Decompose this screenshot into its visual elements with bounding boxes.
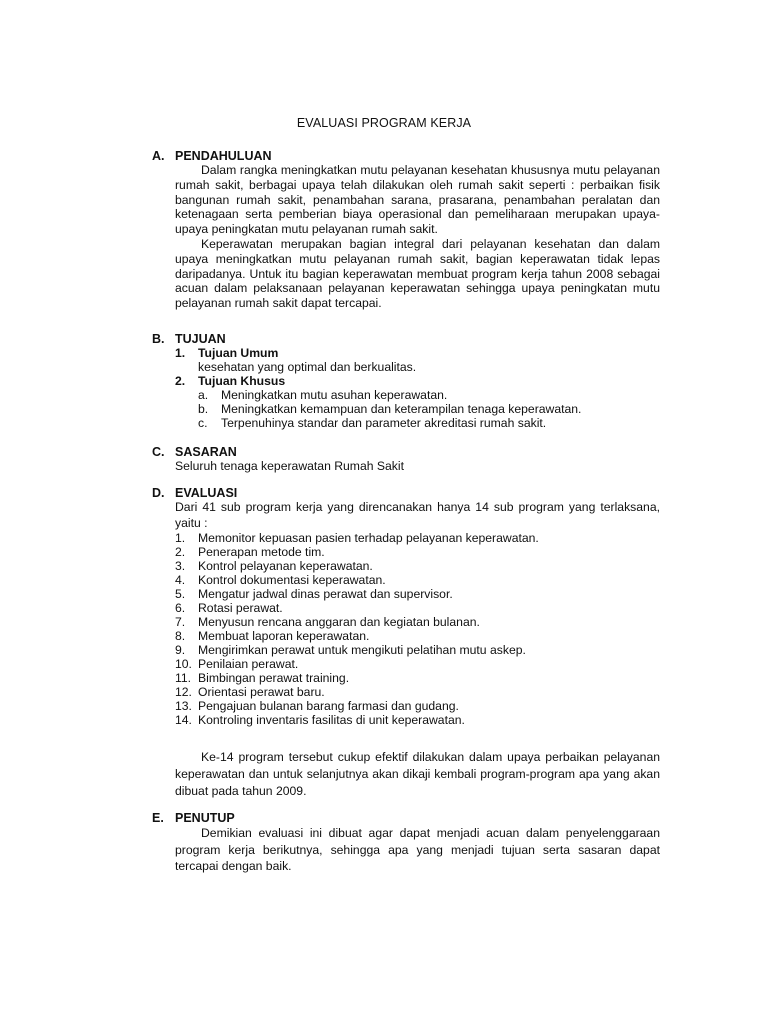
section-letter: A. — [152, 149, 165, 163]
list-text: Menyusun rencana anggaran dan kegiatan bulanan. — [198, 615, 480, 629]
list-text: Penilaian perawat. — [198, 657, 299, 671]
list-marker: 2. — [175, 545, 186, 559]
subsection-title: Tujuan Umum — [198, 346, 279, 360]
section-body — [152, 346, 660, 430]
list-marker: b. — [198, 402, 209, 416]
list-text: Penerapan metode tim. — [198, 545, 325, 559]
section-body — [152, 163, 660, 311]
list-text: Terpenuhinya standar dan parameter akreditasi rumah sakit. — [221, 416, 547, 430]
list-item — [198, 416, 660, 430]
list-item — [175, 713, 660, 727]
list-item — [175, 629, 660, 643]
document-title: EVALUASI PROGRAM KERJA — [296, 116, 472, 130]
list-text: Memonitor kepuasan pasien terhadap pelayanan keperawatan. — [198, 531, 539, 545]
list-item — [175, 671, 660, 685]
program-list — [175, 531, 660, 727]
section-evaluasi — [152, 486, 660, 800]
section-penutup — [152, 811, 660, 875]
list-marker: c. — [198, 416, 208, 430]
list-marker: 14. — [175, 713, 192, 727]
section-heading — [152, 445, 660, 459]
list-item — [175, 559, 660, 573]
section-title: SASARAN — [175, 445, 237, 459]
list-text: Rotasi perawat. — [198, 601, 283, 615]
section-heading — [152, 149, 660, 163]
list-item — [175, 643, 660, 657]
list-marker: 10. — [175, 657, 192, 671]
section-sasaran — [152, 445, 660, 474]
section-letter: E. — [152, 811, 164, 825]
section-heading — [152, 332, 660, 346]
section-heading — [152, 811, 660, 825]
list-marker: 5. — [175, 587, 186, 601]
list-text: Membuat laporan keperawatan. — [198, 629, 370, 643]
section-letter: B. — [152, 332, 165, 346]
paragraph: Demikian evaluasi ini dibuat agar dapat menjadi acuan dalam penyelenggaraan program kerja berikutnya, sehingga apa yang menjadi tujuan serta sasaran dapat tercapai dengan baik. — [175, 826, 660, 873]
subsection-title: Tujuan Khusus — [198, 374, 286, 388]
list-text: Kontroling inventaris fasilitas di unit keperawatan. — [198, 713, 465, 727]
list-item — [175, 657, 660, 671]
list-text: Meningkatkan kemampuan dan keterampilan tenaga keperawatan. — [221, 402, 582, 416]
list-text: Orientasi perawat baru. — [198, 685, 325, 699]
section-title: TUJUAN — [175, 332, 226, 346]
list-text: Kontrol dokumentasi keperawatan. — [198, 573, 386, 587]
section-tujuan — [152, 332, 660, 430]
subsection-number: 1. — [175, 346, 186, 360]
list-text: Kontrol pelayanan keperawatan. — [198, 559, 373, 573]
section-letter: D. — [152, 486, 165, 500]
section-body — [152, 500, 660, 800]
subsection-heading — [175, 374, 660, 388]
list-item — [175, 615, 660, 629]
section-title: EVALUASI — [175, 486, 238, 500]
list-text: Bimbingan perawat training. — [198, 671, 350, 685]
list-item — [175, 531, 660, 545]
list-marker: 13. — [175, 699, 192, 713]
list-marker: 6. — [175, 601, 186, 615]
list-text: Pengajuan bulanan barang farmasi dan gudang. — [198, 699, 459, 713]
list-item — [175, 685, 660, 699]
section-heading — [152, 486, 660, 500]
list-marker: 1. — [175, 531, 186, 545]
section-body — [152, 825, 660, 875]
section-text: Seluruh tenaga keperawatan Rumah Sakit — [175, 459, 404, 473]
list-text: Mengirimkan perawat untuk mengikuti pelatihan mutu askep. — [198, 643, 526, 657]
list-item — [175, 601, 660, 615]
section-title: PENDAHULUAN — [175, 149, 272, 163]
section-title: PENUTUP — [175, 811, 235, 825]
list-text: Mengatur jadwal dinas perawat dan supervisor. — [198, 587, 453, 601]
list-marker: 3. — [175, 559, 186, 573]
list-marker: 12. — [175, 685, 192, 699]
list-item — [198, 388, 660, 402]
list-item — [175, 699, 660, 713]
list-marker: a. — [198, 388, 209, 402]
list-text: Meningkatkan mutu asuhan keperawatan. — [221, 388, 448, 402]
subsection-number: 2. — [175, 374, 186, 388]
paragraph: Dalam rangka meningkatkan mutu pelayanan kesehatan khususnya mutu pelayanan rumah sakit, berbagai upaya telah dilakukan oleh rumah sakit seperti : perbaikan fisik bangunan rumah sakit, penambahan sarana, prasarana, penambahan peralatan dan ketenagaan serta pemberian biaya operasional dan pemeliharaan merupakan upaya-upaya peningkatan mutu pelayanan rumah sakit. — [175, 163, 660, 237]
list-marker: 4. — [175, 573, 186, 587]
section-letter: C. — [152, 445, 165, 459]
list-item — [198, 402, 660, 416]
paragraph: Ke-14 program tersebut cukup efektif dilakukan dalam upaya perbaikan pelayanan keperawatan dan untuk selanjutnya akan dikaji kembali program-program apa yang akan dibuat pada tahun 2009. — [175, 750, 660, 798]
list-item — [175, 545, 660, 559]
list-marker: 8. — [175, 629, 186, 643]
list-marker: 11. — [175, 671, 192, 685]
list-marker: 9. — [175, 643, 186, 657]
objective-list — [175, 388, 660, 430]
paragraph: Dari 41 sub program kerja yang direncanakan hanya 14 sub program yang terlaksana, yaitu : — [175, 500, 660, 530]
list-item — [175, 573, 660, 587]
list-marker: 7. — [175, 615, 186, 629]
subsection-text: kesehatan yang optimal dan berkualitas. — [198, 360, 417, 374]
section-pendahuluan — [152, 149, 660, 311]
paragraph: Keperawatan merupakan bagian integral dari pelayanan kesehatan dan dalam upaya meningkatkan mutu pelayanan rumah sakit, bagian keperawatan tidak lepas daripadanya. Untuk itu bagian keperawatan membuat program kerja tahun 2008 sebagai acuan dalam pelaksanaan pelayanan keperawatan sehingga upaya peningkatan mutu pelayanan rumah sakit dapat tercapai. — [175, 236, 660, 311]
list-item — [175, 587, 660, 601]
subsection-heading — [175, 346, 660, 360]
